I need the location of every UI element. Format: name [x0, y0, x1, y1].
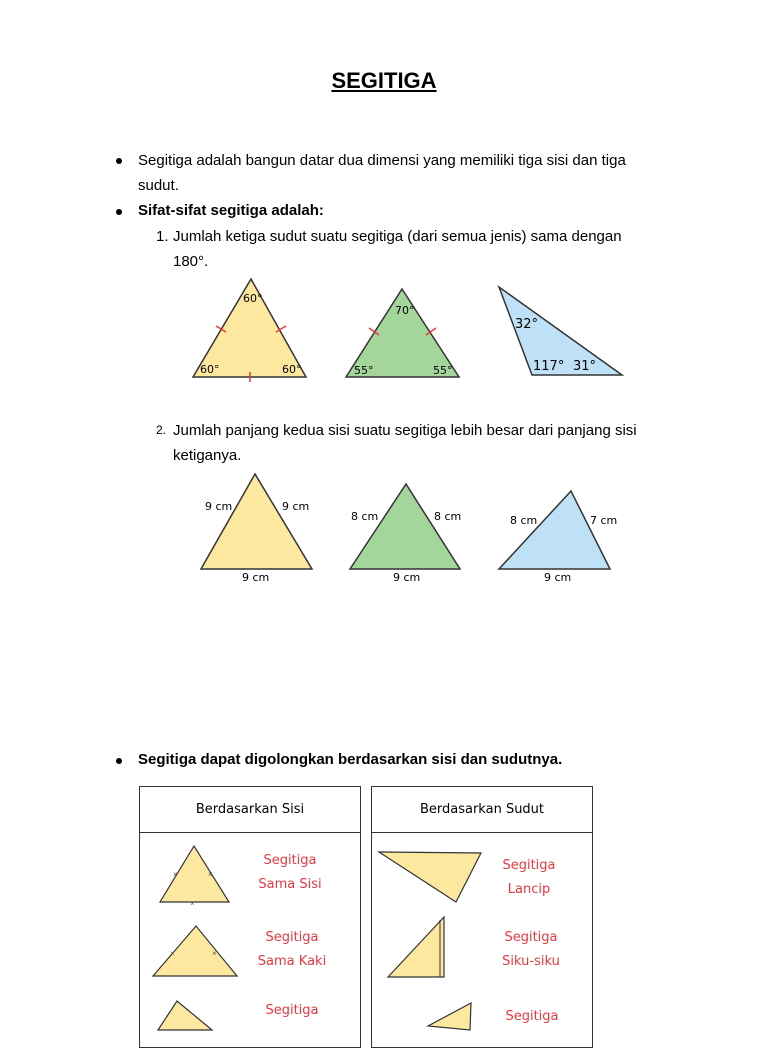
label-equilateral	[245, 849, 335, 897]
label-line: Segitiga	[505, 1009, 559, 1024]
tick-mark: ×	[212, 949, 217, 958]
side-label: 9 cm	[544, 571, 572, 584]
side-label: 8 cm	[351, 510, 379, 523]
side-label: 7 cm	[590, 514, 618, 527]
definition-line-2: sudut.	[138, 177, 179, 194]
triangle-obtuse-icon	[428, 1003, 471, 1030]
list-item-1-line-1: Jumlah ketiga sudut suatu segitiga (dari semua jenis) sama dengan	[173, 228, 622, 245]
angle-label: 55°	[433, 364, 453, 377]
list-number-2: 2.	[156, 423, 167, 437]
angle-label: 117°	[533, 359, 565, 374]
table-header-by-side: Berdasarkan Sisi	[140, 787, 360, 833]
label-line: Segitiga	[265, 1003, 319, 1018]
angle-label: 31°	[573, 359, 597, 374]
label-acute	[484, 854, 574, 902]
label-line: Segitiga	[263, 853, 317, 868]
label-line: Segitiga	[502, 858, 556, 873]
tick-mark: ×	[173, 870, 178, 879]
table-header-by-angle: Berdasarkan Sudut	[372, 787, 592, 833]
angle-label: 70°	[395, 304, 415, 317]
angle-label: 60°	[282, 363, 302, 376]
side-label: 9 cm	[242, 571, 270, 584]
angle-label: 55°	[354, 364, 374, 377]
triangle-acute-icon	[379, 852, 481, 902]
triangle-scalene-icon	[158, 1001, 212, 1030]
list-item-2-line-2: ketiganya.	[173, 447, 242, 464]
angle-label: 32°	[515, 317, 539, 332]
label-line: Siku-siku	[502, 954, 560, 969]
list-number-1: 1.	[156, 228, 169, 245]
triangle-equilateral-icon	[160, 846, 229, 902]
label-line: Segitiga	[504, 930, 558, 945]
label-right	[486, 926, 576, 974]
page-title: SEGITIGA	[331, 68, 437, 93]
label-line: Segitiga	[265, 930, 319, 945]
side-label: 8 cm	[434, 510, 462, 523]
label-isosceles	[247, 926, 337, 974]
bullet-text-properties: Sifat-sifat segitiga adalah:	[138, 202, 324, 219]
side-label: 9 cm	[393, 571, 421, 584]
label-obtuse	[487, 1005, 577, 1029]
angle-label: 60°	[243, 292, 263, 305]
label-scalene	[247, 999, 337, 1023]
label-line: Sama Sisi	[258, 877, 322, 892]
side-label: 9 cm	[282, 500, 310, 513]
bullet-text-classification: Segitiga dapat digolongkan berdasarkan sisi dan sudutnya.	[138, 751, 563, 768]
tick-mark: ×	[190, 899, 195, 908]
definition-line-1: Segitiga adalah bangun datar dua dimensi yang memiliki tiga sisi dan tiga	[138, 152, 626, 169]
tick-mark: ×	[170, 949, 175, 958]
side-label: 9 cm	[205, 500, 233, 513]
triangle-isosceles-icon	[153, 926, 237, 976]
angle-label: 60°	[200, 363, 220, 376]
label-line: Lancip	[507, 882, 551, 897]
side-label: 8 cm	[510, 514, 538, 527]
list-item-1-line-2: 180°.	[173, 253, 209, 270]
label-line: Sama Kaki	[257, 954, 327, 969]
triangle-right-icon	[388, 917, 444, 977]
tick-mark: ×	[208, 870, 213, 879]
list-item-2-line-1: Jumlah panjang kedua sisi suatu segitiga lebih besar dari panjang sisi	[173, 422, 637, 439]
